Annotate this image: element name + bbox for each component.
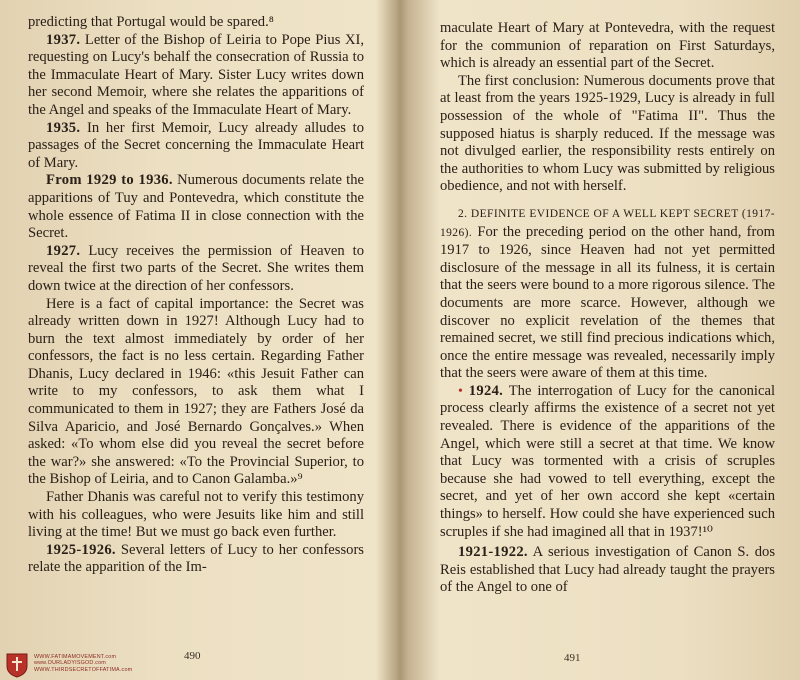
footer-link[interactable]: WWW.THIRDSECRETOFFATIMA.com (34, 666, 133, 673)
paragraph: Here is a fact of capital importance: the Secret was already written down in 1927! Although Lucy had to burn the text almost immediately by order of her confessors, the fact is no less certain. Regarding Father Dhanis, Lucy declared in 1946: «this Jesuit Father can write to my confessors, to ask them what I communicated to them in 1927; they are Fathers José da Silva Aparicio, and José Bernardo Gonçalves.» When asked: «To whom else did you reveal the secret before the war?» she answered: «To the Provincial Superior, to the Bishop of Leiria, and to Canon Galamba.»⁹ (28, 295, 364, 488)
left-page-text (28, 14, 364, 577)
paragraph: 1935. In her first Memoir, Lucy already alludes to passages of the Secret concerning the Immaculate Heart of Mary. (28, 119, 364, 171)
crest-logo-icon (5, 652, 29, 678)
paragraph: 1921-1922. A serious investigation of Canon S. dos Reis established that Lucy had already taught the prayers of the Angel to one of (440, 544, 775, 596)
year-heading: From 1929 to 1936. (46, 172, 173, 189)
year-heading: 1927. (46, 242, 81, 259)
paragraph: predicting that Portugal would be spared.⁸ (28, 14, 274, 30)
paragraph: From 1929 to 1936. Numerous documents relate the apparitions of Tuy and Pontevedra, which constitute the whole essence of Fatima II in close connection with the Secret. (28, 172, 364, 242)
paragraph: maculate Heart of Mary at Pontevedra, with the request for the communion of reparation on First Saturdays, which is already an essential part of the Secret. (440, 20, 775, 72)
year-heading: 1924. (468, 382, 504, 399)
footer-links (34, 654, 132, 673)
footer-link[interactable]: WWW.FATIMAMOVEMENT.com (34, 654, 117, 660)
section-heading: 2. DEFINITE EVIDENCE OF A WELL KEPT SECRET (1917-1926). (440, 207, 775, 239)
year-heading: 1921-1922. (458, 544, 528, 561)
paragraph: 1937. Letter of the Bishop of Leiria to Pope Pius XI, requesting on Lucy's behalf the consecration of Russia to the Immaculate Heart of Mary. Sister Lucy writes down her second Memoir, where she relates the apparitions of the Angel and speaks of the Immaculate Heart of Mary. (28, 31, 364, 118)
paragraph: 1925-1926. Several letters of Lucy to her confessors relate the apparition of the Im- (28, 541, 364, 576)
page-number: 491 (564, 652, 581, 664)
paragraph: Father Dhanis was careful not to verify this testimony with his colleagues, who were Jesuits like him and still living at the time! But we must go back even further. (28, 489, 364, 541)
right-page-text (440, 20, 775, 597)
year-heading: 1935. (46, 119, 81, 136)
paragraph: The first conclusion: Numerous documents prove that at least from the years 1925-1929, Lucy is already in full possession of the whole of "Fatima II". Thus the supposed hiatus is sharply reduced. If the message was not divulged earlier, the responsibility rests entirely on the authorities to whom Lucy was submitted by religious obedience, and not with herself. (440, 72, 775, 195)
footer-link[interactable]: www.OURLADYISGOD.com (34, 660, 106, 667)
right-page (402, 0, 800, 680)
bullet-mark-icon: • (458, 383, 463, 399)
paragraph: • 1924. The interrogation of Lucy for the canonical process clearly affirms the existence of a secret not yet revealed. There is evidence of the apparitions of the Angel, which were still a secret at that time. We know that Lucy was tormented with a crisis of scruples because she had vowed to tell everything, except the secret, and yet of her own accord she kept «certain things» to herself. How could she have experienced such scruples if she had imagined all that in 1937!¹⁰ (440, 382, 775, 540)
year-heading: 1937. (46, 31, 81, 48)
paragraph: 1927. Lucy receives the permission of Heaven to reveal the first two parts of the Secret. She writes them down twice at the direction of her confessors. (28, 242, 364, 294)
page-number: 490 (184, 650, 201, 662)
paragraph: 2. DEFINITE EVIDENCE OF A WELL KEPT SECRET (1917-1926). For the preceding period on the other hand, from 1917 to 1926, since Heaven had not yet permitted disclosure of the message in all its fulness, it is certain that the seers were bound to a more rigorous silence. The documents are more scarce. However, although we discover no explicit revelation of the themes that remained secret, we still find precious indications which, once the entire message was revealed, necessarily imply that the seers were aware of them at this time. (440, 207, 775, 382)
left-page (0, 0, 398, 680)
year-heading: 1925-1926. (46, 541, 116, 558)
